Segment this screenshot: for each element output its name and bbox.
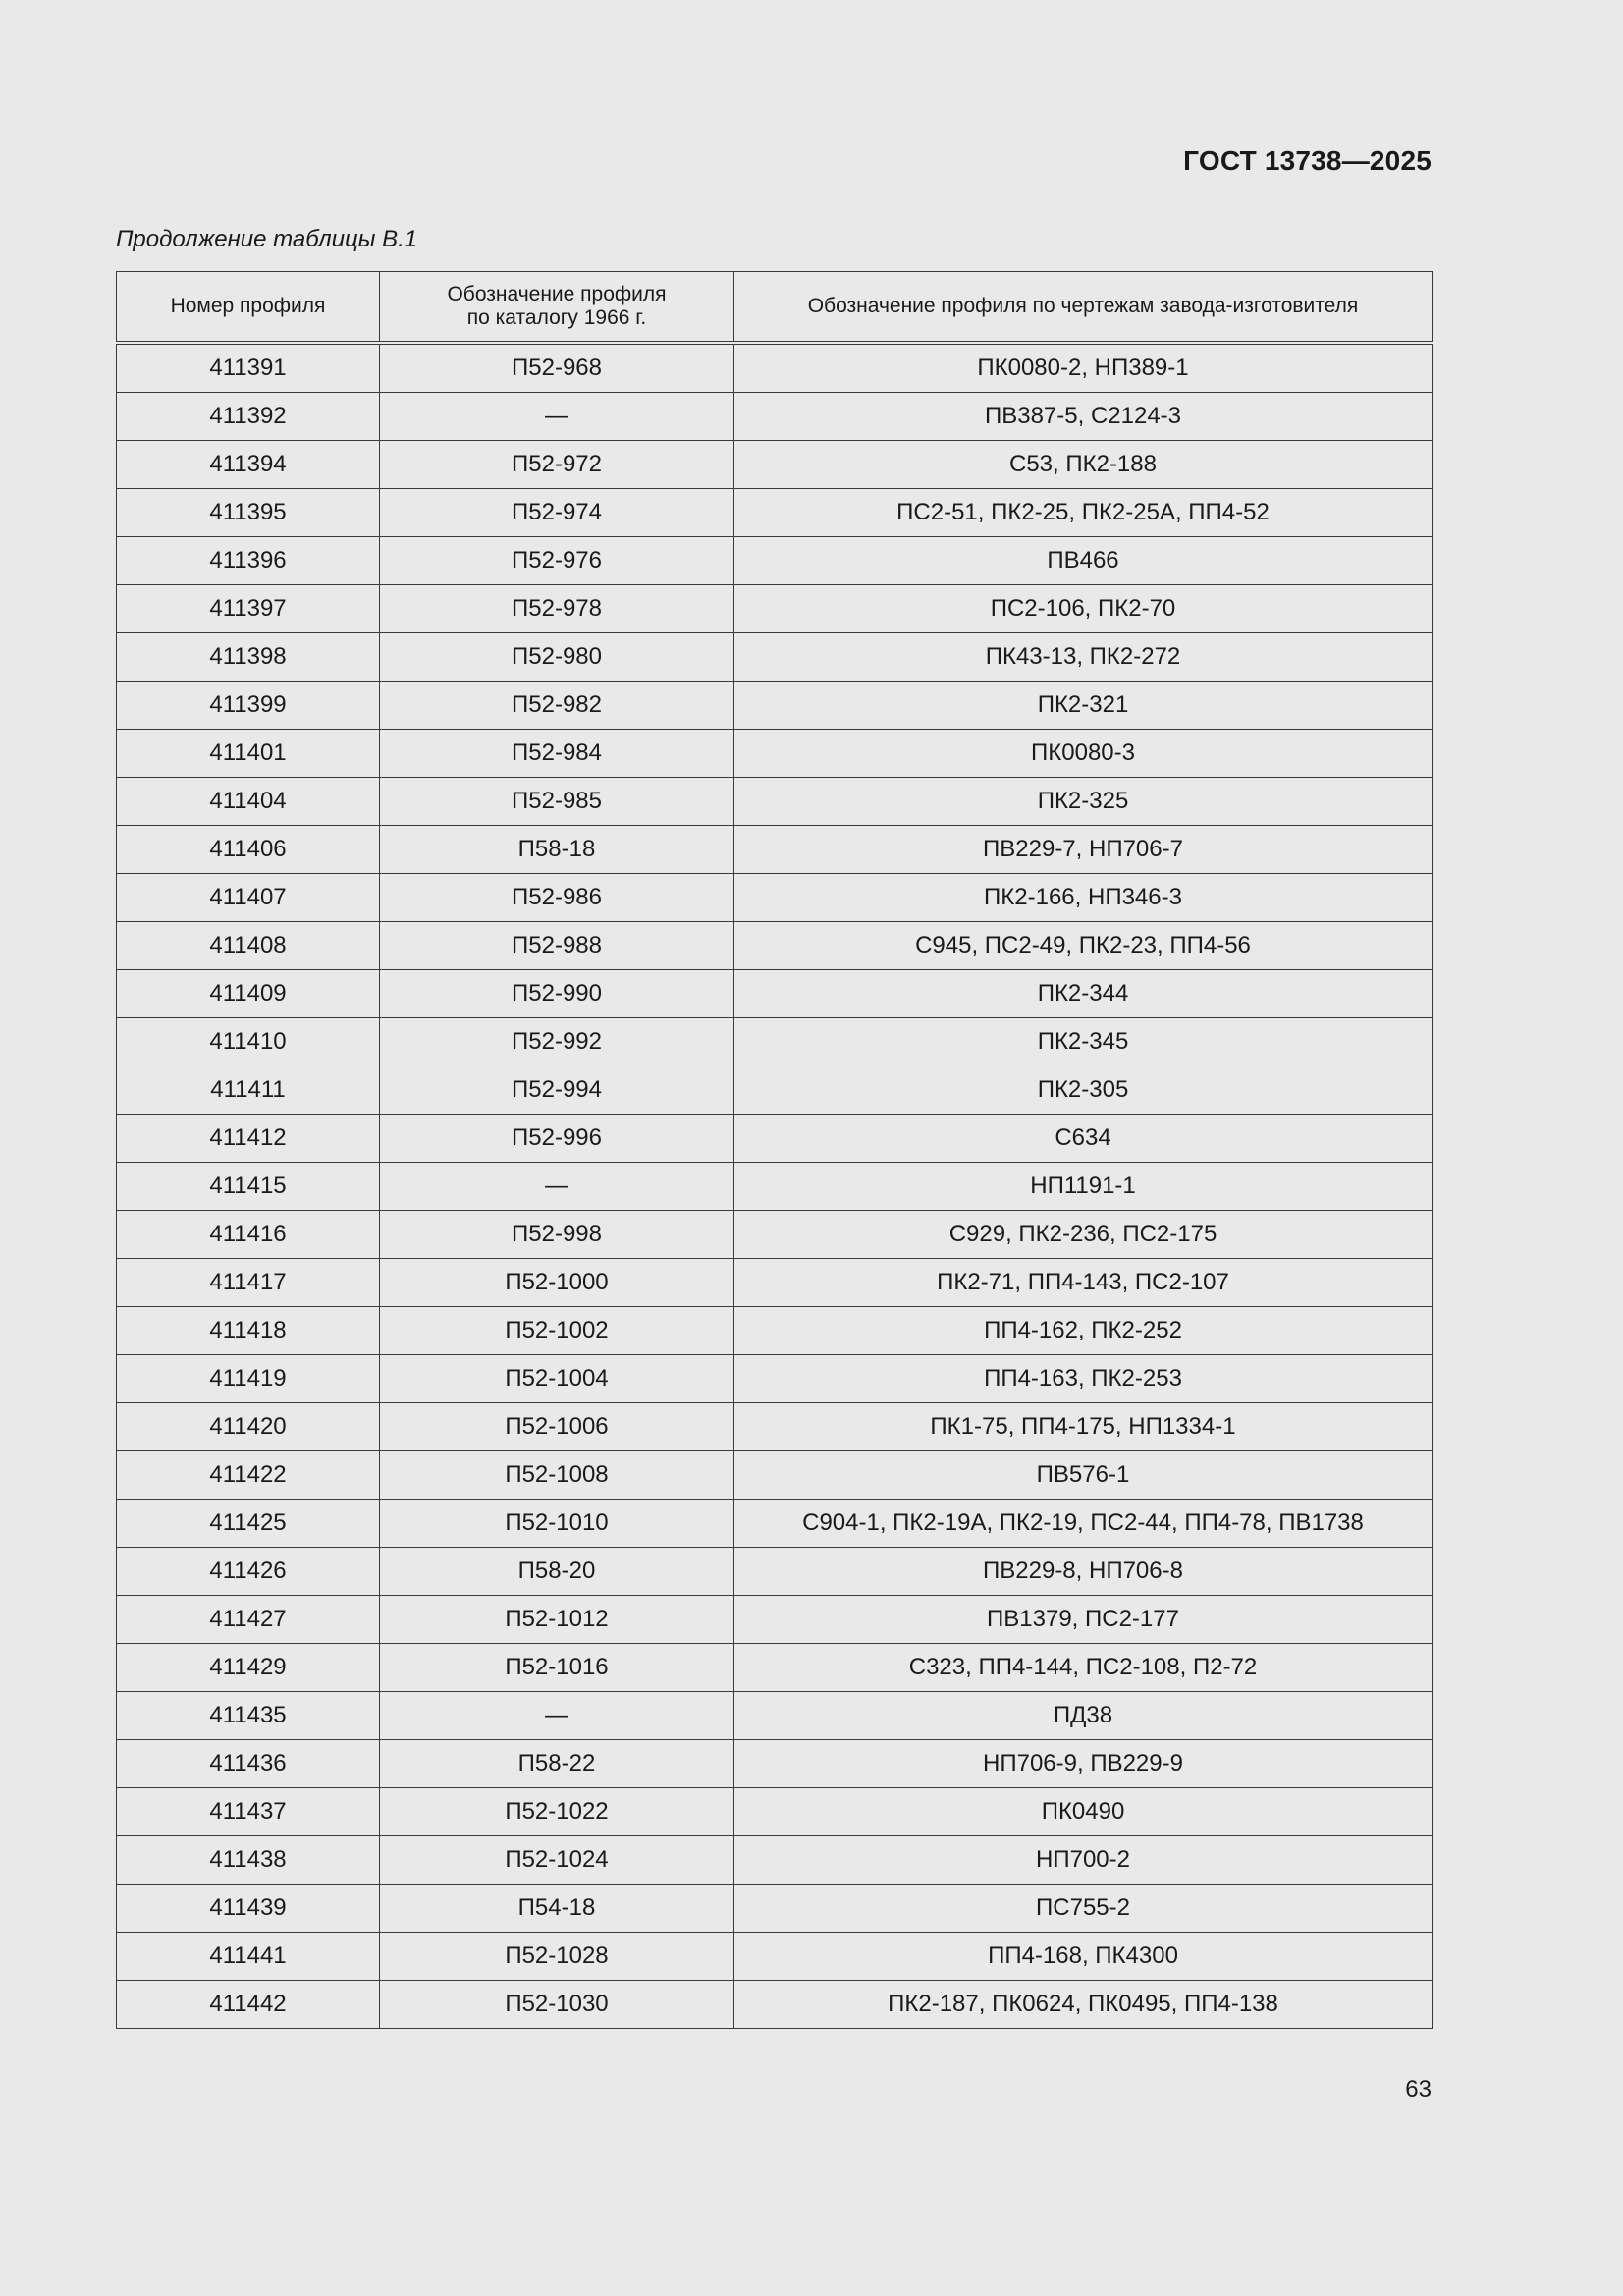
cell-profile-number: 411429	[117, 1644, 380, 1692]
table-row	[117, 1740, 1433, 1788]
cell-catalog-1966: П52-1030	[380, 1981, 734, 2029]
cell-profile-number: 411416	[117, 1211, 380, 1259]
cell-catalog-1966: П58-22	[380, 1740, 734, 1788]
cell-catalog-1966: П52-988	[380, 922, 734, 970]
cell-profile-number: 411398	[117, 633, 380, 682]
cell-profile-number: 411415	[117, 1163, 380, 1211]
cell-manufacturer-designation: ПВ229-8, НП706-8	[734, 1548, 1433, 1596]
cell-catalog-1966: П52-996	[380, 1115, 734, 1163]
table-row	[117, 1548, 1433, 1596]
cell-profile-number: 411399	[117, 682, 380, 730]
table-row	[117, 1355, 1433, 1403]
cell-profile-number: 411411	[117, 1066, 380, 1115]
cell-profile-number: 411396	[117, 537, 380, 585]
table-row	[117, 585, 1433, 633]
cell-manufacturer-designation: ПК0080-3	[734, 730, 1433, 778]
cell-profile-number: 411391	[117, 343, 380, 393]
cell-catalog-1966: —	[380, 1163, 734, 1211]
cell-manufacturer-designation: С323, ПП4-144, ПС2-108, П2-72	[734, 1644, 1433, 1692]
table-row	[117, 537, 1433, 585]
cell-manufacturer-designation: ПВ229-7, НП706-7	[734, 826, 1433, 874]
cell-manufacturer-designation: ПК2-321	[734, 682, 1433, 730]
cell-manufacturer-designation: ПС2-106, ПК2-70	[734, 585, 1433, 633]
cell-profile-number: 411422	[117, 1451, 380, 1500]
cell-catalog-1966: П52-1022	[380, 1788, 734, 1836]
cell-catalog-1966: П52-978	[380, 585, 734, 633]
cell-manufacturer-designation: ПК2-305	[734, 1066, 1433, 1115]
table-row	[117, 730, 1433, 778]
cell-manufacturer-designation: ПС2-51, ПК2-25, ПК2-25А, ПП4-52	[734, 489, 1433, 537]
profiles-table-container	[116, 271, 1432, 2029]
table-row	[117, 682, 1433, 730]
cell-profile-number: 411425	[117, 1500, 380, 1548]
cell-catalog-1966: —	[380, 1692, 734, 1740]
profiles-table	[116, 271, 1433, 2029]
cell-profile-number: 411401	[117, 730, 380, 778]
cell-manufacturer-designation: ПК2-345	[734, 1018, 1433, 1066]
cell-profile-number: 411404	[117, 778, 380, 826]
table-row	[117, 1933, 1433, 1981]
cell-catalog-1966: —	[380, 393, 734, 441]
table-row	[117, 1836, 1433, 1885]
table-row	[117, 1885, 1433, 1933]
cell-manufacturer-designation: НП1191-1	[734, 1163, 1433, 1211]
cell-profile-number: 411439	[117, 1885, 380, 1933]
cell-profile-number: 411436	[117, 1740, 380, 1788]
cell-catalog-1966: П58-18	[380, 826, 734, 874]
cell-catalog-1966: П52-1016	[380, 1644, 734, 1692]
table-row	[117, 970, 1433, 1018]
cell-profile-number: 411406	[117, 826, 380, 874]
cell-manufacturer-designation: ПК2-344	[734, 970, 1433, 1018]
cell-catalog-1966: П52-990	[380, 970, 734, 1018]
cell-profile-number: 411392	[117, 393, 380, 441]
cell-catalog-1966: П52-992	[380, 1018, 734, 1066]
table-row	[117, 1307, 1433, 1355]
table-row	[117, 1018, 1433, 1066]
table-row	[117, 633, 1433, 682]
cell-profile-number: 411427	[117, 1596, 380, 1644]
table-row	[117, 778, 1433, 826]
cell-catalog-1966: П52-998	[380, 1211, 734, 1259]
cell-manufacturer-designation: ПП4-162, ПК2-252	[734, 1307, 1433, 1355]
cell-profile-number: 411394	[117, 441, 380, 489]
cell-manufacturer-designation: ПК1-75, ПП4-175, НП1334-1	[734, 1403, 1433, 1451]
table-row	[117, 1115, 1433, 1163]
cell-catalog-1966: П52-1028	[380, 1933, 734, 1981]
table-row	[117, 1644, 1433, 1692]
table-row	[117, 1403, 1433, 1451]
cell-manufacturer-designation: ПК0080-2, НП389-1	[734, 343, 1433, 393]
cell-catalog-1966: П52-985	[380, 778, 734, 826]
table-row	[117, 1788, 1433, 1836]
column-header-profile-number: Номер профиля	[117, 272, 380, 344]
table-row	[117, 343, 1433, 393]
table-row	[117, 1692, 1433, 1740]
table-row	[117, 1211, 1433, 1259]
cell-manufacturer-designation: ПВ387-5, С2124-3	[734, 393, 1433, 441]
cell-catalog-1966: П52-984	[380, 730, 734, 778]
cell-profile-number: 411417	[117, 1259, 380, 1307]
page-number: 63	[1405, 2076, 1432, 2103]
cell-profile-number: 411442	[117, 1981, 380, 2029]
table-row	[117, 441, 1433, 489]
cell-catalog-1966: П52-986	[380, 874, 734, 922]
table-header	[117, 272, 1433, 344]
table-row	[117, 922, 1433, 970]
table-row	[117, 1066, 1433, 1115]
cell-catalog-1966: П52-1012	[380, 1596, 734, 1644]
cell-catalog-1966: П52-968	[380, 343, 734, 393]
cell-catalog-1966: П52-1004	[380, 1355, 734, 1403]
cell-manufacturer-designation: С53, ПК2-188	[734, 441, 1433, 489]
cell-manufacturer-designation: ПД38	[734, 1692, 1433, 1740]
cell-catalog-1966: П52-976	[380, 537, 734, 585]
cell-manufacturer-designation: С929, ПК2-236, ПС2-175	[734, 1211, 1433, 1259]
cell-catalog-1966: П52-1008	[380, 1451, 734, 1500]
table-row	[117, 826, 1433, 874]
cell-manufacturer-designation: С945, ПС2-49, ПК2-23, ПП4-56	[734, 922, 1433, 970]
cell-catalog-1966: П58-20	[380, 1548, 734, 1596]
cell-profile-number: 411418	[117, 1307, 380, 1355]
cell-manufacturer-designation: ПП4-163, ПК2-253	[734, 1355, 1433, 1403]
cell-manufacturer-designation: ПК2-325	[734, 778, 1433, 826]
table-row	[117, 1451, 1433, 1500]
cell-manufacturer-designation: НП706-9, ПВ229-9	[734, 1740, 1433, 1788]
cell-profile-number: 411438	[117, 1836, 380, 1885]
cell-manufacturer-designation: С904-1, ПК2-19А, ПК2-19, ПС2-44, ПП4-78, ПВ1738	[734, 1500, 1433, 1548]
table-row	[117, 874, 1433, 922]
cell-catalog-1966: П52-1010	[380, 1500, 734, 1548]
cell-manufacturer-designation: НП700-2	[734, 1836, 1433, 1885]
cell-profile-number: 411420	[117, 1403, 380, 1451]
cell-profile-number: 411409	[117, 970, 380, 1018]
cell-profile-number: 411397	[117, 585, 380, 633]
table-body	[117, 343, 1433, 2029]
cell-catalog-1966: П54-18	[380, 1885, 734, 1933]
cell-profile-number: 411412	[117, 1115, 380, 1163]
cell-profile-number: 411426	[117, 1548, 380, 1596]
cell-manufacturer-designation: ПВ576-1	[734, 1451, 1433, 1500]
cell-profile-number: 411437	[117, 1788, 380, 1836]
table-caption: Продолжение таблицы В.1	[116, 226, 418, 252]
cell-manufacturer-designation: ПВ1379, ПС2-177	[734, 1596, 1433, 1644]
cell-catalog-1966: П52-974	[380, 489, 734, 537]
cell-profile-number: 411407	[117, 874, 380, 922]
cell-catalog-1966: П52-980	[380, 633, 734, 682]
cell-profile-number: 411419	[117, 1355, 380, 1403]
cell-manufacturer-designation: ПК0490	[734, 1788, 1433, 1836]
cell-manufacturer-designation: ПВ466	[734, 537, 1433, 585]
cell-profile-number: 411408	[117, 922, 380, 970]
cell-manufacturer-designation: С634	[734, 1115, 1433, 1163]
cell-manufacturer-designation: ПК2-71, ПП4-143, ПС2-107	[734, 1259, 1433, 1307]
cell-catalog-1966: П52-1024	[380, 1836, 734, 1885]
cell-profile-number: 411435	[117, 1692, 380, 1740]
table-row	[117, 1596, 1433, 1644]
document-code: ГОСТ 13738—2025	[1183, 145, 1432, 176]
cell-profile-number: 411441	[117, 1933, 380, 1981]
cell-manufacturer-designation: ПП4-168, ПК4300	[734, 1933, 1433, 1981]
cell-catalog-1966: П52-1002	[380, 1307, 734, 1355]
table-row	[117, 1981, 1433, 2029]
column-header-catalog-1966: Обозначение профиля по каталогу 1966 г.	[380, 272, 734, 344]
cell-profile-number: 411395	[117, 489, 380, 537]
cell-manufacturer-designation: ПК43-13, ПК2-272	[734, 633, 1433, 682]
table-row	[117, 489, 1433, 537]
cell-manufacturer-designation: ПК2-187, ПК0624, ПК0495, ПП4-138	[734, 1981, 1433, 2029]
cell-catalog-1966: П52-1006	[380, 1403, 734, 1451]
cell-profile-number: 411410	[117, 1018, 380, 1066]
table-row	[117, 1500, 1433, 1548]
table-row	[117, 393, 1433, 441]
table-row	[117, 1163, 1433, 1211]
cell-catalog-1966: П52-994	[380, 1066, 734, 1115]
table-header-row	[117, 272, 1433, 344]
cell-manufacturer-designation: ПС755-2	[734, 1885, 1433, 1933]
cell-catalog-1966: П52-982	[380, 682, 734, 730]
cell-catalog-1966: П52-1000	[380, 1259, 734, 1307]
cell-manufacturer-designation: ПК2-166, НП346-3	[734, 874, 1433, 922]
table-row	[117, 1259, 1433, 1307]
column-header-manufacturer-designation: Обозначение профиля по чертежам завода-изготовителя	[734, 272, 1433, 344]
cell-catalog-1966: П52-972	[380, 441, 734, 489]
